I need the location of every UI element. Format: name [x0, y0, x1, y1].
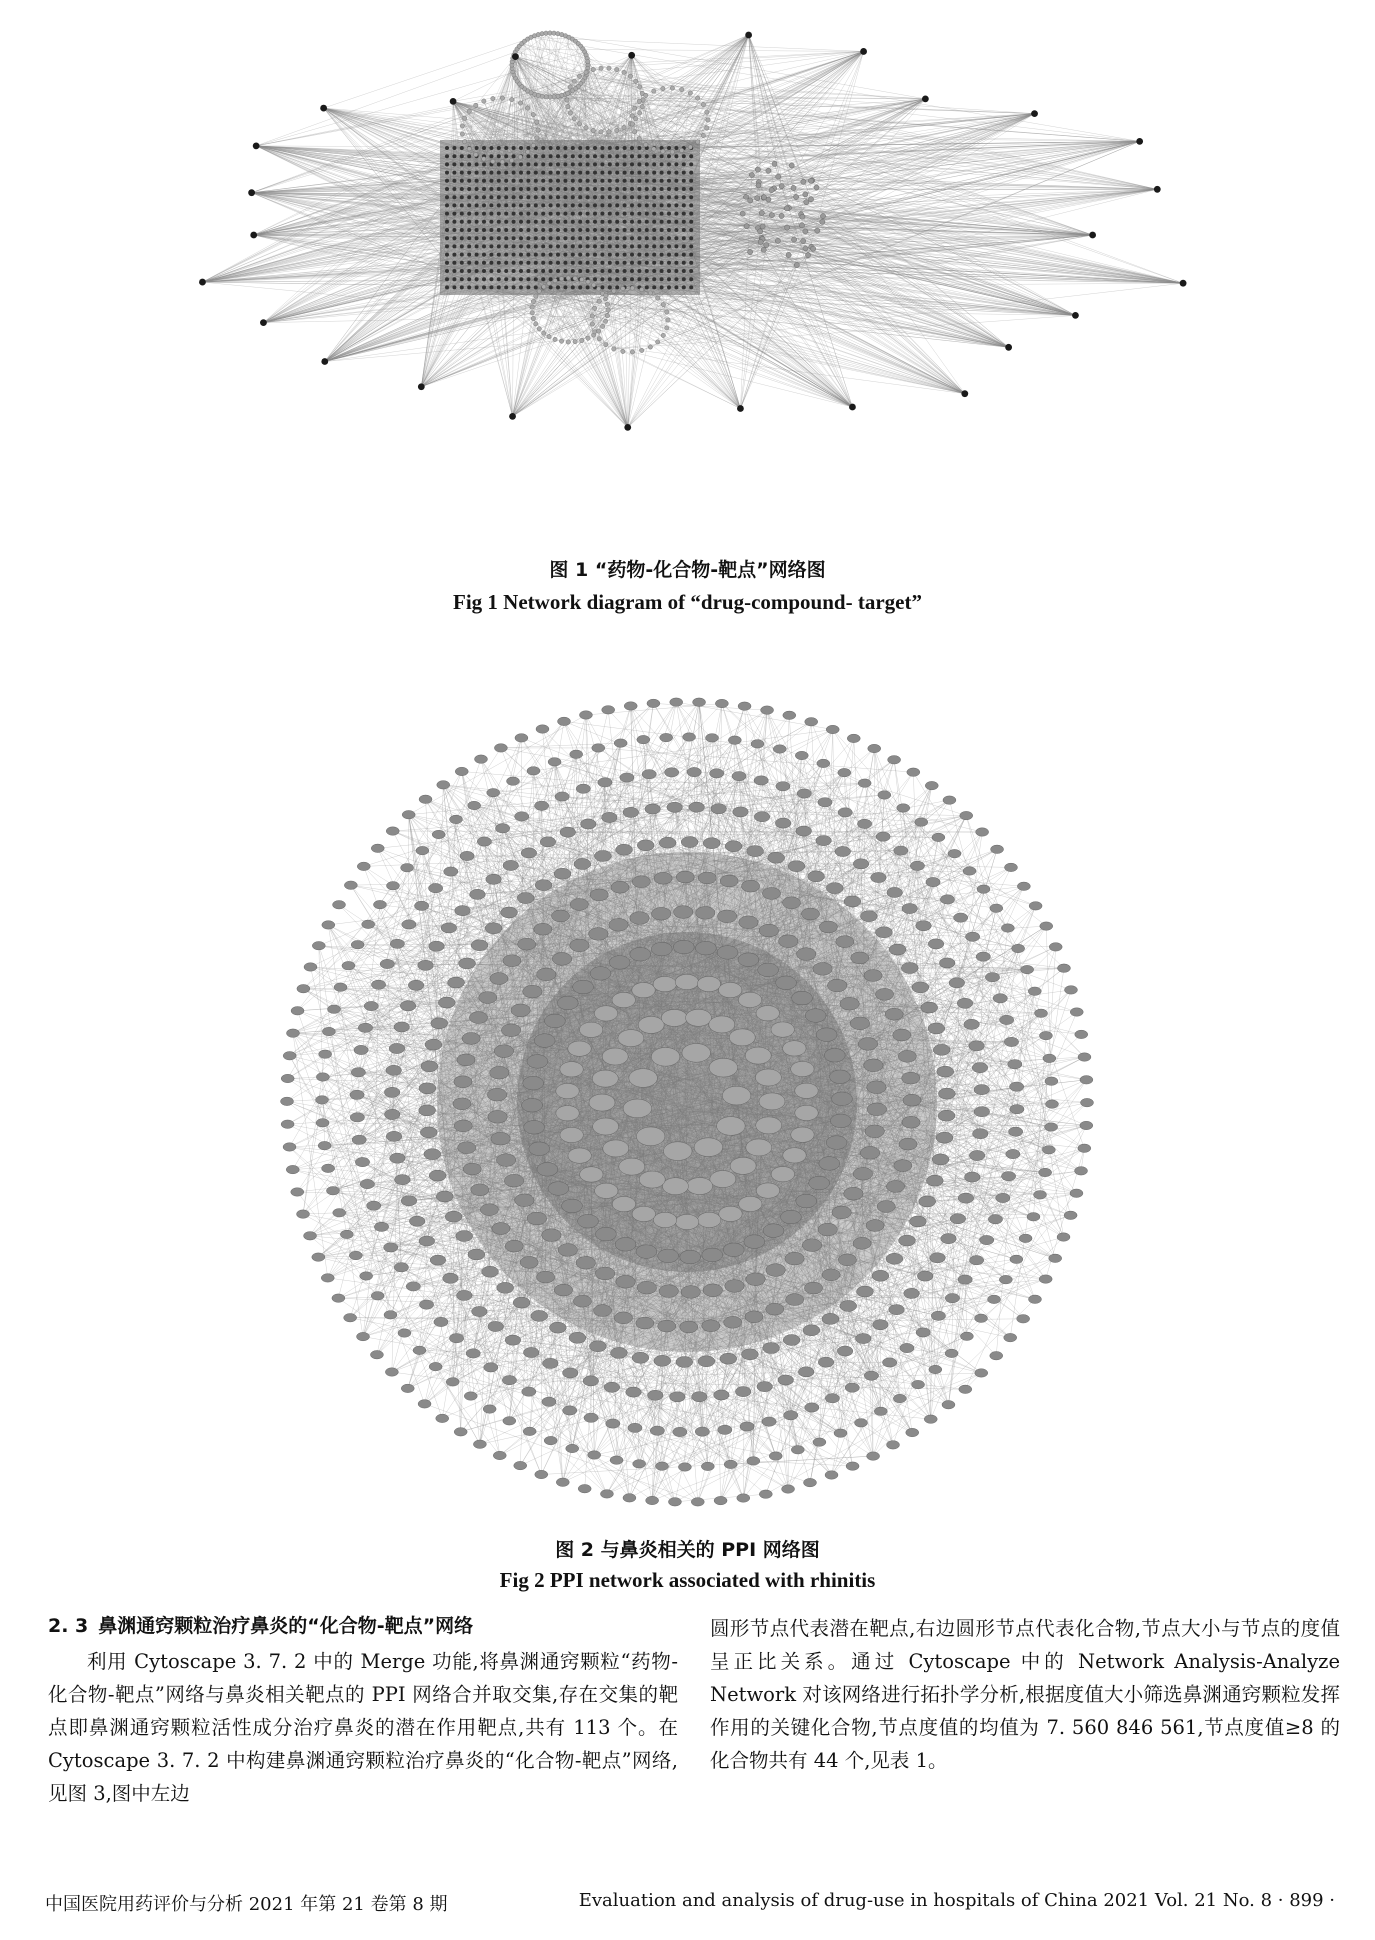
section-title: 鼻渊通窍颗粒治疗鼻炎的“化合物-靶点”网络 — [98, 1615, 474, 1637]
fig2-edges — [287, 702, 1087, 1502]
left-column — [48, 1610, 678, 1810]
figure-1-network-graphic — [150, 20, 1225, 540]
figure-2-caption-en: Fig 2 PPI network associated with rhinitis — [499, 1568, 876, 1592]
right-column — [710, 1612, 1340, 1777]
figure-2-ppi-network-graphic — [265, 680, 1110, 1525]
journal-footer-cn: 中国医院用药评价与分析 2021 年第 21 卷第 8 期 — [45, 1894, 448, 1915]
figure-1-caption-cn: 图 1 “药物-化合物-靶点”网络图 — [549, 559, 826, 581]
figure-2-caption-cn: 图 2 与鼻炎相关的 PPI 网络图 — [555, 1539, 820, 1561]
figure-1-caption-en: Fig 1 Network diagram of “drug-compound- target” — [453, 590, 922, 614]
body-paragraph-left: 利用 Cytoscape 3. 7. 2 中的 Merge 功能,将鼻渊通窍颗粒“药物-化合物-靶点”网络与鼻炎相关靶点的 PPI 网络合并取交集,存在交集的靶点即鼻渊通窍颗粒活性成分治疗鼻炎的潜在作用靶点,共有 113 个。在 Cytoscape 3. 7. 2 中构建鼻渊通窍颗粒治疗鼻炎的“化合物-靶点”网络,见图 3,图中左边 — [48, 1650, 678, 1805]
journal-footer-en: Evaluation and analysis of drug-use in hospitals of China 2021 Vol. 21 No. 8 · 899 · — [578, 1890, 1335, 1911]
section-number: 2. 3 — [48, 1615, 89, 1637]
body-paragraph-right: 圆形节点代表潜在靶点,右边圆形节点代表化合物,节点大小与节点的度值呈正比关系。通过 Cytoscape 中的 Network Analysis-Analyze Network 对该网络进行拓扑学分析,根据度值大小筛选鼻渊通窍颗粒发挥作用的关键化合物,节点度值的均值为 7. 560 846 561,节点度值≥8 的化合物共有 44 个,见表 1。 — [710, 1617, 1340, 1772]
section-heading — [48, 1610, 678, 1643]
